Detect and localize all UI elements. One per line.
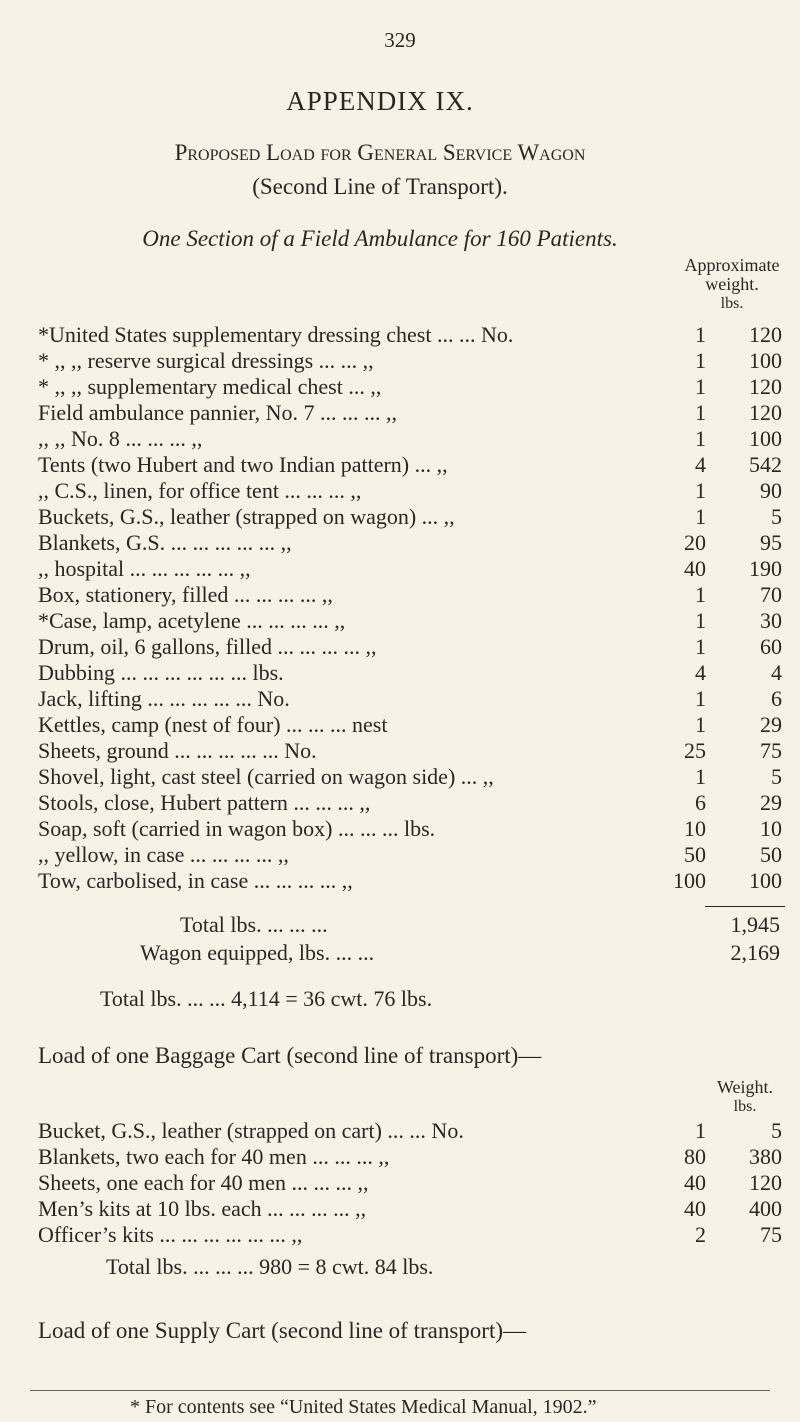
item-description: Kettles, camp (nest of four) ... ... ... nest (38, 712, 388, 737)
item-description: Officer’s kits ... ... ... ... ... ... ,, (38, 1222, 303, 1247)
item-weight: 50 (760, 842, 782, 867)
footnote: * For contents see “United States Medical Manual, 1902.” (130, 1396, 597, 1418)
item-description: *Case, lamp, acetylene ... ... ... ... ,, (38, 608, 346, 633)
section-subtitle: One Section of a Field Ambulance for 160 Patients. (142, 226, 618, 251)
table-row (0, 504, 800, 530)
table-row (0, 738, 800, 764)
item-quantity: 40 (684, 1196, 706, 1221)
table-row (0, 1222, 800, 1248)
weight-column-header (672, 256, 792, 313)
table-row (0, 712, 800, 738)
item-quantity: 1 (695, 712, 706, 737)
item-weight: 120 (749, 322, 782, 347)
item-description: Dubbing ... ... ... ... ... ... lbs. (38, 660, 284, 685)
item-quantity: 100 (673, 868, 706, 893)
item-description: Blankets, two each for 40 men ... ... ... ,, (38, 1144, 390, 1169)
table-row (0, 400, 800, 426)
item-description: Soap, soft (carried in wagon box) ... ... ... lbs. (38, 816, 436, 841)
item-quantity: 1 (695, 322, 706, 347)
item-quantity: 10 (684, 816, 706, 841)
item-quantity: 4 (695, 452, 706, 477)
item-weight: 100 (749, 426, 782, 451)
item-quantity: 1 (695, 426, 706, 451)
item-description: ,, C.S., linen, for office tent ... ... ... ,, (38, 478, 362, 503)
wagon-grand-total: Total lbs. ... ... 4,114 = 36 cwt. 76 lbs. (100, 986, 433, 1011)
table-row (0, 556, 800, 582)
item-weight: 120 (749, 1170, 782, 1195)
item-weight: 5 (771, 1118, 782, 1143)
item-quantity: 80 (684, 1144, 706, 1169)
weight-header-line-2: weight. (705, 274, 759, 294)
table-row (0, 816, 800, 842)
item-description: * ,, ,, reserve surgical dressings ... ... ,, (38, 348, 374, 373)
item-description: * ,, ,, supplementary medical chest ... ,, (38, 374, 382, 399)
item-quantity: 1 (695, 400, 706, 425)
item-weight: 95 (760, 530, 782, 555)
table-row (0, 1196, 800, 1222)
table-row (0, 322, 800, 348)
item-weight: 5 (771, 764, 782, 789)
item-quantity: 25 (684, 738, 706, 763)
baggage-weight-header-line-2: lbs. (733, 1098, 757, 1115)
table-row (0, 842, 800, 868)
table-row (0, 478, 800, 504)
item-weight: 90 (760, 478, 782, 503)
item-quantity: 1 (695, 634, 706, 659)
weight-header-line-3: lbs. (720, 295, 744, 312)
table-row (0, 686, 800, 712)
table-row (0, 1170, 800, 1196)
baggage-total-line: Total lbs. ... ... ... 980 = 8 cwt. 84 lbs. (106, 1254, 434, 1279)
item-weight: 70 (760, 582, 782, 607)
item-description: Tow, carbolised, in case ... ... ... ... ,, (38, 868, 353, 893)
item-description: ,, yellow, in case ... ... ... ... ,, (38, 842, 289, 867)
item-quantity: 1 (695, 608, 706, 633)
item-weight: 380 (749, 1144, 782, 1169)
table-row (0, 790, 800, 816)
table-row (0, 374, 800, 400)
baggage-weight-header-line-1: Weight. (716, 1077, 774, 1097)
item-weight: 5 (771, 504, 782, 529)
item-description: Box, stationery, filled ... ... ... ... ,, (38, 582, 333, 607)
item-description: Bucket, G.S., leather (strapped on cart) ... ... No. (38, 1118, 464, 1143)
wagon-equipped-label: Wagon equipped, lbs. ... ... (140, 940, 375, 965)
item-weight: 30 (760, 608, 782, 633)
item-quantity: 1 (695, 504, 706, 529)
item-description: Field ambulance pannier, No. 7 ... ... ... ,, (38, 400, 397, 425)
item-description: ,, ,, No. 8 ... ... ... ,, (38, 426, 203, 451)
item-quantity: 40 (684, 556, 706, 581)
item-weight: 75 (760, 1222, 782, 1247)
table-row (0, 582, 800, 608)
table-row (0, 634, 800, 660)
item-quantity: 6 (695, 790, 706, 815)
item-weight: 400 (749, 1196, 782, 1221)
wagon-total-value: 1,945 (730, 912, 780, 937)
item-description: Buckets, G.S., leather (strapped on wagon) ... ,, (38, 504, 455, 529)
wagon-total-rule (705, 906, 785, 907)
table-row (0, 608, 800, 634)
table-row (0, 426, 800, 452)
table-row (0, 530, 800, 556)
item-description: *United States supplementary dressing chest ... ... No. (38, 322, 514, 347)
item-description: Sheets, one each for 40 men ... ... ... ,, (38, 1170, 369, 1195)
item-description: Blankets, G.S. ... ... ... ... ... ,, (38, 530, 292, 555)
item-description: ,, hospital ... ... ... ... ... ,, (38, 556, 251, 581)
item-description: Drum, oil, 6 gallons, filled ... ... ... ... ,, (38, 634, 377, 659)
item-weight: 190 (749, 556, 782, 581)
item-quantity: 1 (695, 1118, 706, 1143)
table-row (0, 660, 800, 686)
item-description: Jack, lifting ... ... ... ... ... No. (38, 686, 290, 711)
wagon-total-label: Total lbs. ... ... ... (180, 912, 328, 937)
item-quantity: 20 (684, 530, 706, 555)
item-weight: 120 (749, 374, 782, 399)
footnote-rule (30, 1390, 770, 1391)
table-row (0, 868, 800, 894)
item-quantity: 1 (695, 764, 706, 789)
item-quantity: 2 (695, 1222, 706, 1247)
item-quantity: 4 (695, 660, 706, 685)
item-quantity: 40 (684, 1170, 706, 1195)
baggage-weight-header (700, 1078, 790, 1116)
table-row (0, 348, 800, 374)
baggage-cart-heading: Load of one Baggage Cart (second line of transport)— (38, 1043, 542, 1068)
item-weight: 6 (771, 686, 782, 711)
weight-header-line-1: Approximate (684, 255, 780, 275)
table-row (0, 1118, 800, 1144)
item-quantity: 1 (695, 582, 706, 607)
appendix-heading: APPENDIX IX. (286, 86, 474, 116)
page-number: 329 (384, 28, 416, 52)
item-weight: 542 (749, 452, 782, 477)
item-weight: 120 (749, 400, 782, 425)
item-weight: 75 (760, 738, 782, 763)
table-row (0, 1144, 800, 1170)
item-weight: 29 (760, 790, 782, 815)
supply-cart-heading: Load of one Supply Cart (second line of transport)— (38, 1318, 526, 1343)
item-weight: 4 (771, 660, 782, 685)
item-quantity: 1 (695, 686, 706, 711)
item-weight: 100 (749, 348, 782, 373)
item-weight: 29 (760, 712, 782, 737)
item-description: Men’s kits at 10 lbs. each ... ... ... ... ,, (38, 1196, 367, 1221)
table-row (0, 764, 800, 790)
item-description: Sheets, ground ... ... ... ... ... No. (38, 738, 317, 763)
title-line-2: (Second Line of Transport). (252, 174, 508, 199)
wagon-equipped-value: 2,169 (730, 940, 780, 965)
item-quantity: 50 (684, 842, 706, 867)
item-weight: 10 (760, 816, 782, 841)
table-row (0, 452, 800, 478)
title-line-1: Proposed Load for General Service Wagon (174, 140, 586, 165)
item-description: Shovel, light, cast steel (carried on wagon side) ... ,, (38, 764, 494, 789)
item-quantity: 1 (695, 374, 706, 399)
item-weight: 100 (749, 868, 782, 893)
item-weight: 60 (760, 634, 782, 659)
item-quantity: 1 (695, 478, 706, 503)
item-description: Stools, close, Hubert pattern ... ... ... ,, (38, 790, 371, 815)
item-description: Tents (two Hubert and two Indian pattern) ... ,, (38, 452, 448, 477)
item-quantity: 1 (695, 348, 706, 373)
